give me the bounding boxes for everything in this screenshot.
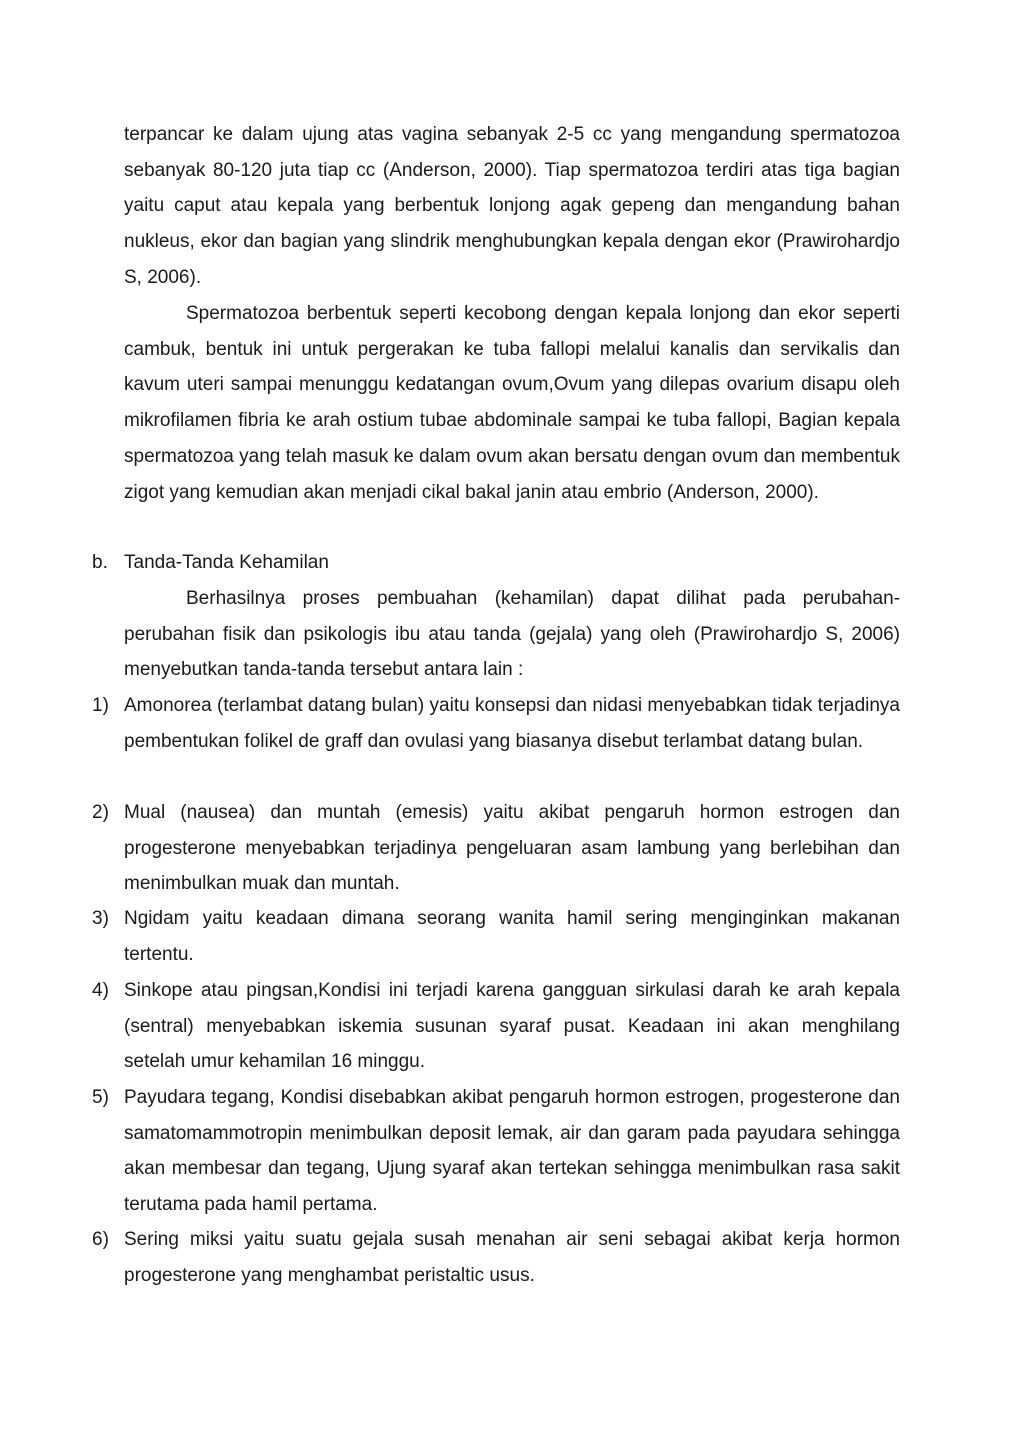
list-item-text: Amonorea (terlambat datang bulan) yaitu konsepsi dan nidasi menyebabkan tidak terjadinya pembentukan folikel de graff dan ovulasi yang biasanya disebut terlambat datang bulan. bbox=[124, 695, 900, 752]
continuation-paragraph: terpancar ke dalam ujung atas vagina sebanyak 2-5 cc yang mengandung spermatozoa sebanyak 80-120 juta tiap cc (Anderson, 2000). Tiap spermatozoa terdiri atas tiga bagian yaitu caput atau kepala yang berbentuk lonjong agak gepeng dan mengandung bahan nukleus, ekor dan bagian yang slindrik menghubungkan kepala dengan ekor (Prawirohardjo S, 2006). bbox=[124, 124, 900, 288]
intro-paragraph: Berhasilnya proses pembuahan (kehamilan) dapat dilihat pada perubahan-perubahan fisik dan psikologis ibu atau tanda (gejala) yang oleh (Prawirohardjo S, 2006) menyebutkan tanda-tanda tersebut antara lain : bbox=[124, 588, 900, 681]
list-item bbox=[92, 795, 900, 902]
list-item-number: 5) bbox=[92, 1087, 109, 1108]
section-heading bbox=[92, 545, 892, 581]
list-item bbox=[92, 973, 900, 1080]
list-item-text: Payudara tegang, Kondisi disebabkan akibat pengaruh hormon estrogen, progesterone dan samatomammotropin menimbulkan deposit lemak, air dan garam pada payudara sehingga akan membesar dan tegang, Ujung syaraf akan tertekan sehingga menimbulkan rasa sakit terutama pada hamil pertama. bbox=[124, 1087, 900, 1216]
list-item-text: Sinkope atau pingsan,Kondisi ini terjadi karena gangguan sirkulasi darah ke arah kepala (sentral) menyebabkan iskemia susunan syaraf pusat. Keadaan ini akan menghilang setelah umur kehamilan 16 minggu. bbox=[124, 980, 900, 1073]
list-item bbox=[92, 901, 900, 972]
list-item-number: 6) bbox=[92, 1229, 109, 1250]
section-marker: b. bbox=[92, 552, 108, 573]
list-item-text: Sering miksi yaitu suatu gejala susah menahan air seni sebagai akibat kerja hormon progesterone yang menghambat peristaltic usus. bbox=[124, 1229, 900, 1286]
section-title: Tanda-Tanda Kehamilan bbox=[124, 552, 329, 573]
list-item-number: 3) bbox=[92, 908, 109, 929]
list-item-text: Ngidam yaitu keadaan dimana seorang wanita hamil sering menginginkan makanan tertentu. bbox=[124, 908, 900, 965]
list-item-text: Mual (nausea) dan muntah (emesis) yaitu akibat pengaruh hormon estrogen dan progesterone menyebabkan terjadinya pengeluaran asam lambung yang berlebihan dan menimbulkan muak dan muntah. bbox=[124, 802, 900, 895]
spermatozoa-paragraph: Spermatozoa berbentuk seperti kecobong dengan kepala lonjong dan ekor seperti cambuk, bentuk ini untuk pergerakan ke tuba fallopi melalui kanalis dan servikalis dan kavum uteri sampai menunggu kedatangan ovum,Ovum yang dilepas ovarium disapu oleh mikrofilamen fibria ke arah ostium tubae abdominale sampai ke tuba fallopi, Bagian kepala spermatozoa yang telah masuk ke dalam ovum akan bersatu dengan ovum dan membentuk zigot yang kemudian akan menjadi cikal bakal janin atau embrio (Anderson, 2000). bbox=[124, 303, 900, 503]
list-item-number: 4) bbox=[92, 980, 109, 1001]
list-item bbox=[92, 1222, 900, 1293]
list-item-number: 2) bbox=[92, 802, 109, 823]
list-item bbox=[92, 1080, 900, 1223]
list-item-number: 1) bbox=[92, 695, 109, 716]
list-item bbox=[92, 688, 900, 759]
